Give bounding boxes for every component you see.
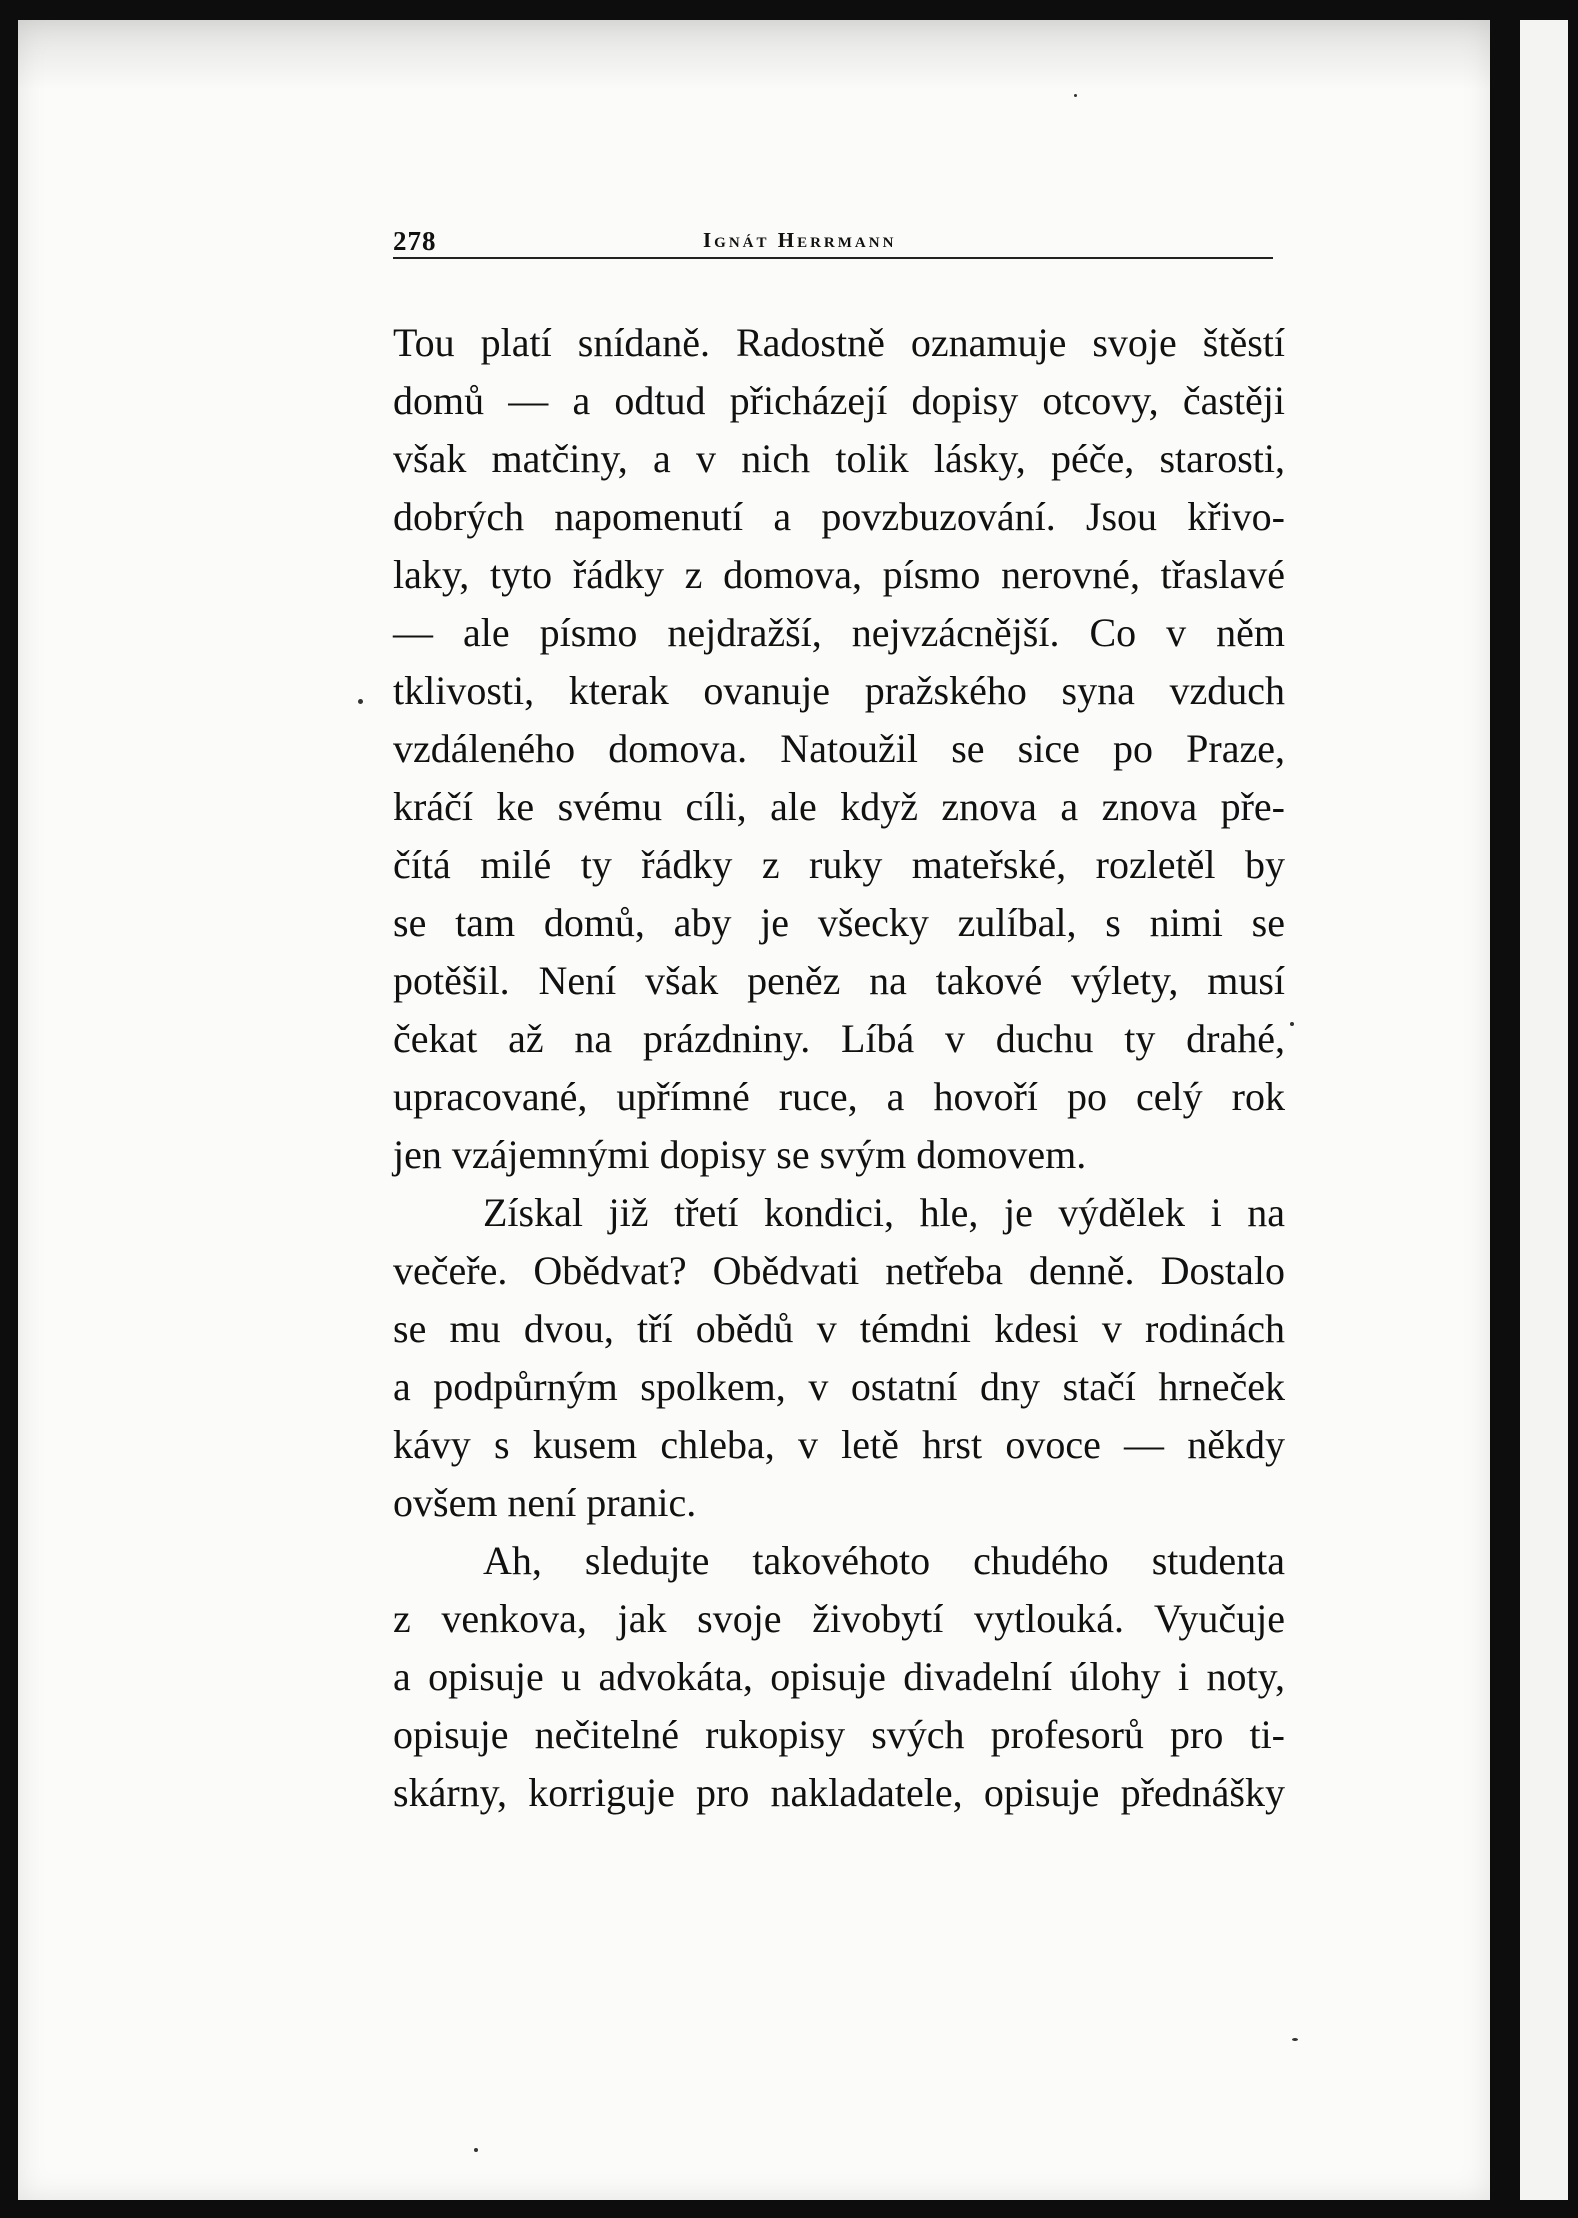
page-header [393, 218, 1275, 258]
text-line: kávy s kusem chleba, v letě hrst ovoce — někdy [393, 1422, 1285, 1467]
running-head: Ignát Herrmann [703, 228, 897, 252]
scan-speck [1290, 1022, 1294, 1026]
next-page-edge [1520, 20, 1568, 2200]
text-line: večeře. Obědvat? Obědvati netřeba denně. Dostalo [393, 1248, 1285, 1293]
text-line: a podpůrným spolkem, v ostatní dny stačí hrneček [393, 1364, 1285, 1409]
text-line: kráčí ke svému cíli, ale když znova a znova pře- [393, 784, 1285, 829]
scan-speck [1292, 2038, 1298, 2041]
page-top-shadow [18, 20, 1490, 90]
text-line: se tam domů, aby je všecky zulíbal, s nimi se [393, 900, 1285, 945]
text-line: a opisuje u advokáta, opisuje divadelní úlohy i noty, [393, 1654, 1285, 1699]
text-line: potěšil. Není však peněz na takové výlety, musí [393, 958, 1285, 1003]
text-line: Tou platí snídaně. Radostně oznamuje svoje štěstí [393, 320, 1285, 365]
text-line: čítá milé ty řádky z ruky mateřské, rozletěl by [393, 842, 1285, 887]
scan-speck [1074, 94, 1077, 97]
text-line: vzdáleného domova. Natoužil se sice po Praze, [393, 726, 1285, 771]
body-text [393, 314, 1285, 1822]
text-line: Ah, sledujte takovéhoto chudého studenta [483, 1538, 1285, 1583]
text-line: skárny, korriguje pro nakladatele, opisuje přednášky [393, 1770, 1285, 1815]
text-line: domů — a odtud přicházejí dopisy otcovy, častěji [393, 378, 1285, 423]
text-line: laky, tyto řádky z domova, písmo nerovné, třaslavé [393, 552, 1285, 597]
text-line: se mu dvou, tří obědů v témdni kdesi v rodinách [393, 1306, 1285, 1351]
text-line: čekat až na prázdniny. Líbá v duchu ty drahé, [393, 1016, 1285, 1061]
page-number: 278 [393, 226, 437, 256]
text-line: upracované, upřímné ruce, a hovoří po celý rok [393, 1074, 1285, 1119]
text-line: opisuje nečitelné rukopisy svých profesorů pro ti- [393, 1712, 1285, 1757]
header-rule [393, 257, 1273, 259]
text-line: dobrých napomenutí a povzbuzování. Jsou křivo- [393, 494, 1285, 539]
text-line: však matčiny, a v nich tolik lásky, péče, starosti, [393, 436, 1285, 481]
scan-speck [474, 2148, 478, 2152]
scan-speck [358, 699, 363, 704]
text-line: tklivosti, kterak ovanuje pražského syna vzduch [393, 668, 1285, 713]
text-line: ovšem není pranic. [393, 1480, 697, 1525]
text-line: Získal již třetí kondici, hle, je výdělek i na [483, 1190, 1285, 1235]
text-line: — ale písmo nejdražší, nejvzácnější. Co v něm [393, 610, 1285, 655]
text-line: jen vzájemnými dopisy se svým domovem. [393, 1132, 1087, 1177]
text-line: z venkova, jak svoje živobytí vytlouká. Vyučuje [393, 1596, 1285, 1641]
